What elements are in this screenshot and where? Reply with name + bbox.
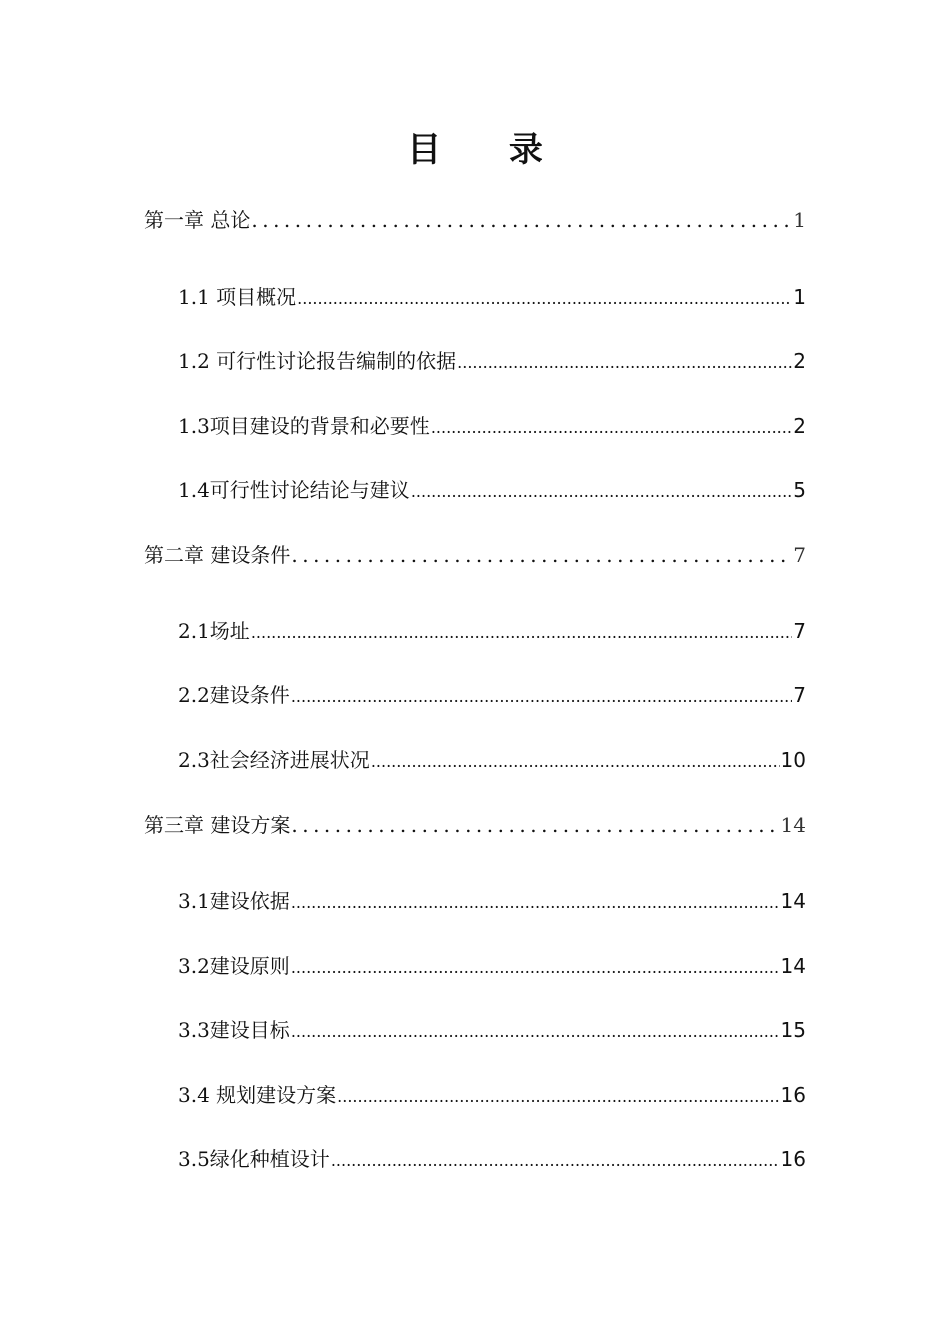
toc-dot-leader — [251, 617, 792, 649]
toc-entry-section-1-1[interactable] — [178, 281, 806, 313]
toc-dot-leader — [337, 1081, 779, 1113]
toc-entry-label: 3.1建设依据 — [178, 889, 290, 913]
toc-dot-leader — [371, 746, 780, 778]
toc-entry-chapter-1[interactable] — [144, 204, 806, 236]
toc-entry-label: 第二章 建设条件 — [144, 543, 291, 567]
toc-page-number: 14 — [780, 954, 806, 978]
toc-dot-leader — [291, 539, 792, 571]
toc-dot-leader — [297, 283, 792, 315]
toc-entry-section-3-1[interactable] — [178, 885, 806, 917]
toc-entry-label: 2.2建设条件 — [178, 683, 290, 707]
toc-entry-chapter-2[interactable] — [144, 539, 806, 571]
toc-dot-leader — [291, 809, 779, 841]
toc-dot-leader — [411, 476, 792, 508]
toc-entry-label: 第三章 建设方案 — [144, 813, 291, 837]
toc-entry-section-2-3[interactable] — [178, 744, 806, 776]
toc-entry-section-2-1[interactable] — [178, 615, 806, 647]
toc-dot-leader — [431, 412, 792, 444]
toc-title: 目 录 — [407, 130, 571, 170]
toc-dot-leader — [457, 347, 792, 379]
toc-page-number: 14 — [780, 813, 806, 837]
toc-page-number: 1 — [793, 285, 806, 309]
toc-entry-section-1-2[interactable] — [178, 345, 806, 377]
toc-page-number: 7 — [793, 619, 806, 643]
toc-entry-section-3-2[interactable] — [178, 950, 806, 982]
toc-page-number: 5 — [793, 478, 806, 502]
toc-page-number: 16 — [780, 1147, 806, 1171]
toc-page-number: 7 — [793, 543, 806, 567]
toc-entry-section-2-2[interactable] — [178, 679, 806, 711]
toc-page-number: 2 — [793, 414, 806, 438]
toc-entry-label: 1.3项目建设的背景和必要性 — [178, 414, 430, 438]
toc-entry-section-1-3[interactable] — [178, 410, 806, 442]
toc-entry-section-3-4[interactable] — [178, 1079, 806, 1111]
toc-dot-leader — [331, 1145, 780, 1177]
toc-page-number: 1 — [793, 208, 806, 232]
toc-dot-leader — [291, 887, 780, 919]
toc-dot-leader — [291, 1016, 780, 1048]
toc-page-number: 10 — [780, 748, 806, 772]
toc-page-number: 14 — [780, 889, 806, 913]
toc-page-number: 16 — [780, 1083, 806, 1107]
toc-entry-label: 1.2 可行性讨论报告编制的依据 — [178, 349, 457, 373]
toc-entry-label: 第一章 总论 — [144, 208, 251, 232]
toc-dot-leader — [291, 952, 780, 984]
toc-entry-section-1-4[interactable] — [178, 474, 806, 506]
toc-page-number: 2 — [793, 349, 806, 373]
toc-entry-label: 2.1场址 — [178, 619, 250, 643]
toc-entry-label: 1.1 项目概况 — [178, 285, 297, 309]
toc-entry-label: 3.2建设原则 — [178, 954, 290, 978]
toc-dot-leader — [291, 681, 792, 713]
toc-entry-section-3-3[interactable] — [178, 1014, 806, 1046]
toc-page-number: 7 — [793, 683, 806, 707]
toc-entry-label: 3.3建设目标 — [178, 1018, 290, 1042]
toc-entry-label: 1.4可行性讨论结论与建议 — [178, 478, 410, 502]
toc-entry-chapter-3[interactable] — [144, 809, 806, 841]
toc-entry-label: 3.5绿化种植设计 — [178, 1147, 330, 1171]
toc-entry-label: 3.4 规划建设方案 — [178, 1083, 337, 1107]
toc-entry-section-3-5[interactable] — [178, 1143, 806, 1175]
toc-dot-leader — [251, 204, 792, 236]
toc-page-number: 15 — [780, 1018, 806, 1042]
toc-entry-label: 2.3社会经济进展状况 — [178, 748, 370, 772]
